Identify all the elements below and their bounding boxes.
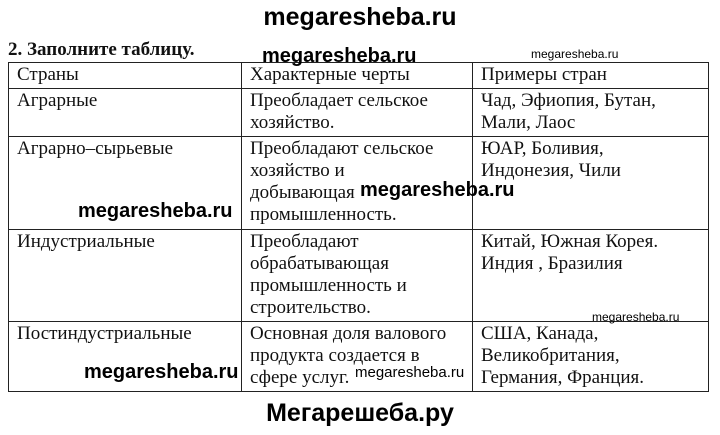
text-line: Преобладает сельское [250, 90, 428, 111]
text-line: Китай, Южная Корея. [481, 231, 659, 252]
text-line: продукта создается в [250, 345, 420, 366]
watermark: megaresheba.ru [531, 47, 619, 61]
cell-examples [473, 322, 709, 392]
site-footer: Мегарешеба.ру [266, 399, 454, 427]
text-line: Индия , Бразилия [481, 253, 623, 274]
watermark: megaresheba.ru [262, 45, 417, 67]
watermark: megaresheba.ru [355, 364, 465, 381]
text-line: добывающая [250, 182, 355, 203]
text-line: промышленность. [250, 204, 397, 225]
task-title: 2. Заполните таблицу. [8, 39, 195, 60]
cell-features [242, 230, 473, 322]
site-header: megaresheba.ru [263, 3, 457, 31]
cell-examples [473, 230, 709, 322]
column-header-features: Характерные черты [242, 63, 473, 89]
table-row [9, 322, 709, 392]
cell-country-type: Постиндустриальные [9, 322, 242, 392]
text-line: Преобладают [250, 231, 359, 252]
text-line: Индонезия, Чили [481, 160, 621, 181]
column-header-countries: Страны [9, 63, 242, 89]
table-row [9, 230, 709, 322]
text-line: Преобладают сельское [250, 138, 434, 159]
text-line: строительство. [250, 297, 371, 318]
cell-features [242, 137, 473, 230]
text-line: США, Канада, [481, 323, 599, 344]
cell-country-type: Индустриальные [9, 230, 242, 322]
cell-examples [473, 89, 709, 137]
text-line: Мали, Лаос [481, 112, 576, 133]
watermark: megaresheba.ru [84, 361, 239, 383]
text-line: Великобритания, [481, 345, 620, 366]
table-header-row [9, 63, 709, 89]
cell-country-type: Аграрно–сырьевые [9, 137, 242, 230]
text-line: промышленность и [250, 275, 407, 296]
watermark: megaresheba.ru [592, 310, 680, 324]
text-line: Основная доля валового [250, 323, 447, 344]
watermark: megaresheba.ru [360, 179, 515, 201]
text-line: Германия, Франция. [481, 367, 645, 388]
text-line: Чад, Эфиопия, Бутан, [481, 90, 656, 111]
cell-features [242, 322, 473, 392]
data-table [8, 62, 709, 392]
text-line: обрабатывающая [250, 253, 389, 274]
cell-examples [473, 137, 709, 230]
table-row [9, 137, 709, 230]
cell-features [242, 89, 473, 137]
text-line: хозяйство и [250, 160, 345, 181]
text-line: хозяйство. [250, 112, 335, 133]
text-line: ЮАР, Боливия, [481, 138, 604, 159]
column-header-examples: Примеры стран [473, 63, 709, 89]
text-line: сфере услуг. [250, 367, 350, 388]
table-row [9, 89, 709, 137]
watermark: megaresheba.ru [78, 200, 233, 222]
cell-country-type: Аграрные [9, 89, 242, 137]
